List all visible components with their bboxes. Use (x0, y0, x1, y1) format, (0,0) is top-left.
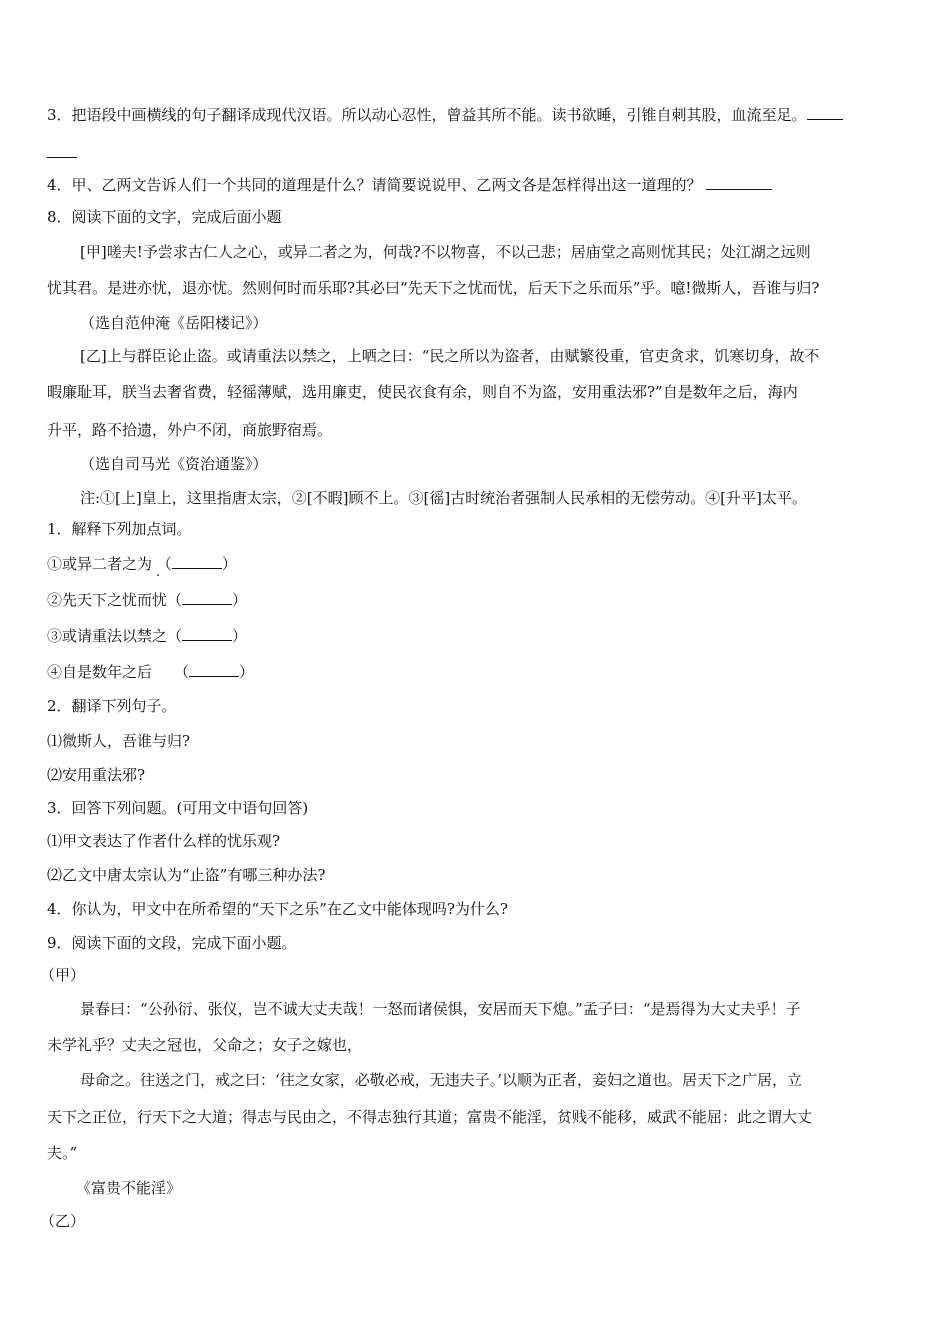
question-4: 4．你认为，甲文中在所希望的“天下之乐”在乙文中能体现吗?为什么? (47, 900, 508, 918)
jia-text-line: 忧其君。是进亦忧，退亦忧。然则何时而乐耶?其必曰“先天下之忧而忧，后天下之乐而乐”乎。噫!微斯人，吾谁与归? (47, 279, 820, 297)
question-1: 1．解释下列加点词。 (47, 520, 192, 538)
yi-label: （乙） (40, 1212, 86, 1230)
jia-label: （甲） (40, 966, 86, 984)
jia-text-line: [甲]嗟夫!予尝求古仁人之心，或异二者之为，何哉?不以物喜，不以己悲；居庙堂之高则忧其民；处江湖之远则 (80, 243, 811, 261)
passage-title: 《富贵不能淫》 (76, 1179, 182, 1197)
answer-blank[interactable] (47, 141, 77, 158)
sub-question: ⑴微斯人，吾谁与归? (47, 732, 191, 750)
question-3: 3．回答下列问题。(可用文中语句回答) (47, 799, 309, 817)
word-item: ③或请重法以禁之（ ） (47, 624, 247, 647)
question-3-translate: 3．把语段中画横线的句子翻译成现代汉语。所以动心忍性，曾益其所不能。读书欲睡，引锥自刺其股，血流至足。 (47, 103, 843, 126)
jia-source: （选自范仲淹《岳阳楼记》） (80, 314, 268, 332)
answer-blank[interactable] (182, 624, 232, 641)
passage-line: 景春曰：“公孙衍、张仪，岂不诚大丈夫哉！一怒而诸侯惧，安居而天下熄。”孟子曰：“是焉得为大丈夫乎！子 (80, 1000, 801, 1018)
section-8-heading: 8．阅读下面的文字，完成后面小题 (47, 208, 282, 226)
yi-text-line: 暇廉耻耳，朕当去奢省费，轻徭薄赋，选用廉吏，使民衣食有余，则自不为盗，安用重法邪?”自是数年之后，海内 (47, 383, 798, 401)
section-9-heading: 9．阅读下面的文段，完成下面小题。 (47, 934, 297, 952)
question-2: 2．翻译下列句子。 (47, 697, 177, 715)
yi-text-line: 升平，路不拾遗，外户不闭，商旅野宿焉。 (47, 421, 333, 439)
word-item: ②先天下之忧而忧（ ） (47, 588, 247, 611)
passage-line: 夫。” (47, 1144, 78, 1162)
word-item: ④自是数年之后 （ ） (47, 660, 254, 683)
sub-question: ⑴甲文表达了作者什么样的忧乐观? (47, 832, 281, 850)
word-item: ①或异二者之为 . （ ） (47, 552, 237, 575)
yi-source: （选自司马光《资治通鉴》） (80, 455, 268, 473)
sub-question: ⑵乙文中唐太宗认为“止盗”有哪三种办法? (47, 866, 326, 884)
sub-question: ⑵安用重法邪? (47, 766, 146, 784)
question-4-common: 4．甲、乙两文告诉人们一个共同的道理是什么？请简要说说甲、乙两文各是怎样得出这一道理的？ (47, 173, 772, 196)
passage-line: 天下之正位，行天下之大道；得志与民由之，不得志独行其道；富贵不能淫，贫贱不能移，威武不能屈：此之谓大丈 (47, 1108, 813, 1126)
passage-line: 未学礼乎？丈夫之冠也，父命之；女子之嫁也， (47, 1036, 363, 1054)
yi-text-line: [乙]上与群臣论止盗。或请重法以禁之，上哂之曰：“民之所以为盗者，由赋繁役重，官吏贪求，饥寒切身，故不 (80, 347, 820, 365)
answer-blank[interactable] (807, 103, 843, 120)
answer-blank[interactable] (189, 660, 239, 677)
answer-blank[interactable] (172, 552, 222, 569)
annotation-note: 注:①[上]皇上，这里指唐太宗，②[不暇]顾不上。③[徭]古时统治者强制人民承相的无偿劳动。④[升平]太平。 (80, 489, 807, 507)
passage-line: 母命之。往送之门，戒之曰：‘往之女家，必敬必戒，无违夫子。’以顺为正者，妾妇之道也。居天下之广居，立 (80, 1071, 803, 1089)
answer-blank[interactable] (706, 173, 772, 190)
emphasis-dot (152, 555, 157, 573)
answer-blank-continuation[interactable] (47, 141, 77, 164)
answer-blank[interactable] (182, 588, 232, 605)
